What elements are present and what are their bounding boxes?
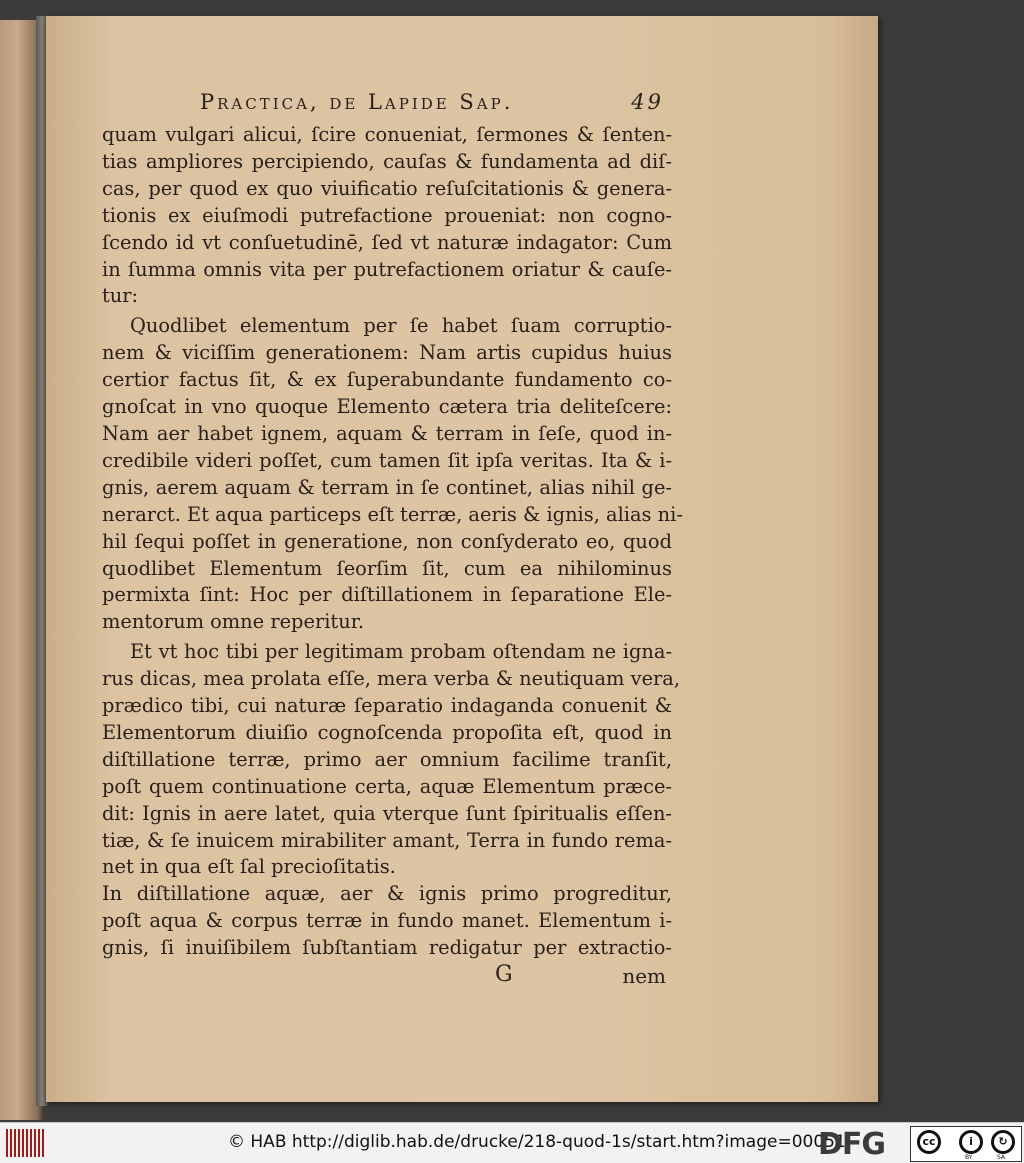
text-line: in ſumma omnis vita per putrefactionem oriatur & cauſe- [102,257,672,281]
signature-mark: G [495,962,513,988]
text-line: mentorum omne reperitur. [102,610,364,634]
catchword: nem [622,964,666,989]
folio-number: 49 [631,90,664,114]
copyright-link[interactable]: © HAB http://diglib.hab.de/drucke/218-quod-1s/start.htm?image=00051 [228,1132,846,1152]
text-line: Nam aer habet ignem, aquam & terram in ſeſe, quod in- [102,421,672,445]
text-line: tur: [102,284,139,308]
signature-row [102,962,672,990]
text-line: tias ampliores percipiendo, cauſas & fundamenta ad diſ- [102,149,672,173]
text-line: nem & viciſſim generationem: Nam artis cupidus huius [102,341,672,365]
cc-icon: cc [917,1130,941,1154]
text-line: poſt aqua & corpus terræ in fundo manet. Elementum i- [102,909,672,933]
text-line: Quodlibet elementum per ſe habet ſuam corruptio- [130,314,672,338]
sa-icon: ↻ [991,1130,1015,1154]
text-line: ſcendo id vt conſuetudinē, ſed vt naturæ indagator: Cum [102,230,672,254]
text-line: tionis ex eiuſmodi putrefactione proueniat: non cogno- [102,203,672,227]
running-head [102,86,672,122]
text-line: nerarct. Et aqua particeps eſt terræ, aeris & ignis, alias ni- [102,502,683,526]
text-line: Elementorum diuiſio cognoſcenda propoſita eſt, quod in [102,720,672,744]
page-text-block [102,86,683,990]
text-line: hil ſequi poſſet in generatione, non conſyderato eo, quod [102,529,672,553]
text-line: dit: Ignis in aere latet, quia vterque ſunt ſpiritualis eſſen- [102,801,672,825]
text-line: Et vt hoc tibi per legitimam probam oſtendam ne igna- [130,640,672,664]
text-line: poſt quem continuatione certa, aquæ Elementum præce- [102,774,672,798]
text-line: quam vulgari alicui, ſcire conueniat, ſermones & ſenten- [102,123,672,146]
text-line: cas, per quod ex quo viuificatio reſuſcitationis & genera- [102,176,672,200]
text-line: rus dicas, mea prolata eſſe, mera verba & neutiquam vera, [102,667,681,691]
text-line: permixta ſint: Hoc per diſtillationem in ſeparatione Ele- [102,583,672,607]
running-head-title: Practica, de Lapide Sap. [200,90,514,114]
text-line: prædico tibi, cui naturæ ſeparatio indaganda conuenit & [102,694,672,718]
license-by-label: BY [965,1154,973,1161]
creative-commons-icon[interactable] [910,1126,1022,1162]
body-text [102,122,683,962]
text-line: quodlibet Elementum ſeorſim ſit, cum ea nihilominus [102,556,672,580]
text-line: tiæ, & ſe inuicem mirabiliter amant, Terra in fundo rema- [102,828,672,852]
hab-barcode-icon[interactable] [6,1129,46,1157]
dfg-logo[interactable]: DFG [818,1127,886,1162]
viewer-footer [0,1122,1024,1163]
text-line: gnis, ſi inuiſibilem ſubſtantiam redigatur per extractio- [102,936,672,960]
by-icon: i [959,1130,983,1154]
text-line: net in qua eſt ſal precioſitatis. [102,855,396,879]
text-line: In diſtillatione aquæ, aer & ignis primo progreditur, [102,882,672,906]
text-line: gnis, aerem aquam & terram in ſe continet, alias nihil ge- [102,475,672,499]
license-sa-label: SA [997,1154,1006,1161]
text-line: certior factus ſit, & ex ſuperabundante fundamento co- [102,368,672,392]
text-line: gnoſcat in vno quoque Elemento cætera tria deliteſcere: [102,395,672,419]
text-line: credibile videri poſſet, cum tamen ſit ipſa veritas. Ita & i- [102,448,672,472]
text-line: diſtillatione terræ, primo aer omnium facilime tranſit, [102,747,672,771]
